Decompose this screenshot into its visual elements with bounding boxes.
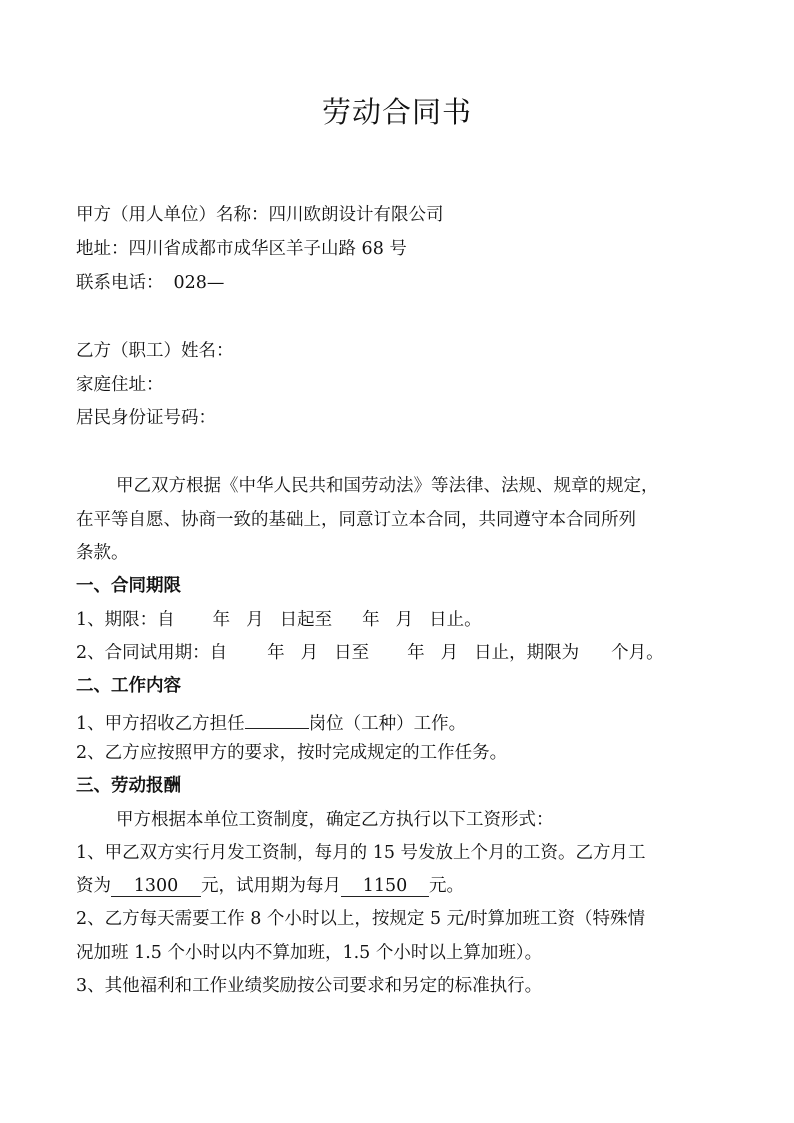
party-b-id-number-label: 居民身份证号码： (76, 408, 216, 428)
term-month-2: 月 (395, 610, 414, 630)
probation-year-2: 年 (407, 643, 425, 663)
probation-year-1: 年 (267, 643, 285, 663)
salary-mid: 元，试用期为每月 (201, 876, 341, 896)
preamble-line-3: 条款。 (76, 543, 129, 563)
benefits-line: 3、其他福利和工作业绩奖励按公司要求和另定的标准执行。 (76, 976, 543, 996)
probation-salary-field[interactable]: 1150 (341, 876, 429, 897)
section-heading-work: 二、工作内容 (76, 676, 181, 696)
preamble-line-2: 在平等自愿、协商一致的基础上，同意订立本合同，共同遵守本合同所列 (76, 510, 636, 530)
party-a-address: 地址：四川省成都市成华区羊子山路 68 号 (76, 239, 407, 259)
term-month-1: 月 (246, 610, 264, 630)
party-a-phone (76, 271, 224, 295)
position-blank[interactable] (245, 708, 309, 729)
term-day-to: 日止。 (429, 610, 482, 630)
position-suffix: 岗位（工种）工作。 (308, 714, 467, 734)
document-title: 劳动合同书 (321, 95, 472, 129)
party-b-name-label: 乙方（职工）姓名： (76, 341, 234, 361)
term-year-2: 年 (362, 610, 380, 630)
salary-line-1: 1、甲乙双方实行月发工资制，每月的 15 号发放上个月的工资。乙方月工 (76, 843, 646, 863)
section-heading-pay: 三、劳动报酬 (76, 776, 181, 796)
probation-month-1: 月 (300, 643, 319, 663)
party-a-name: 甲方（用人单位）名称：四川欧朗设计有限公司 (76, 205, 444, 225)
probation-month-2: 月 (440, 643, 459, 663)
phone-value: 028— (173, 273, 225, 293)
phone-label: 联系电话： (76, 273, 164, 293)
position-prefix: 1、甲方招收乙方担任 (76, 714, 245, 734)
pay-intro: 甲方根据本单位工资制度，确定乙方执行以下工资形式： (116, 810, 554, 830)
probation-day-to: 日止，期限为 (474, 643, 580, 663)
overtime-line-1: 2、乙方每天需要工作 8 个小时以上，按规定 5 元/时算加班工资（特殊情 (76, 909, 646, 929)
duty-line: 2、乙方应按照甲方的要求，按时完成规定的工作任务。 (76, 743, 508, 763)
preamble-line-1: 甲乙双方根据《中华人民共和国劳动法》等法律、法规、规章的规定， (116, 476, 659, 496)
term-prefix: 1、期限：自 (76, 610, 175, 630)
term-line (76, 608, 482, 632)
probation-months-suffix: 个月。 (611, 643, 664, 663)
section-heading-term: 一、合同期限 (76, 576, 181, 596)
probation-prefix: 2、合同试用期：自 (76, 643, 228, 663)
position-line (76, 708, 466, 736)
monthly-salary-field[interactable]: 1300 (111, 876, 201, 897)
probation-line (76, 641, 664, 665)
probation-day-from: 日至 (334, 643, 370, 663)
salary-line-2 (76, 874, 464, 898)
term-year-1: 年 (212, 610, 231, 630)
overtime-line-2: 况加班 1.5 个小时以内不算加班，1.5 个小时以上算加班）。 (76, 943, 543, 963)
party-b-home-address-label: 家庭住址： (76, 375, 164, 395)
salary-suffix: 元。 (429, 876, 464, 896)
salary-prefix: 资为 (76, 876, 111, 896)
term-day-from: 日起至 (279, 610, 333, 630)
